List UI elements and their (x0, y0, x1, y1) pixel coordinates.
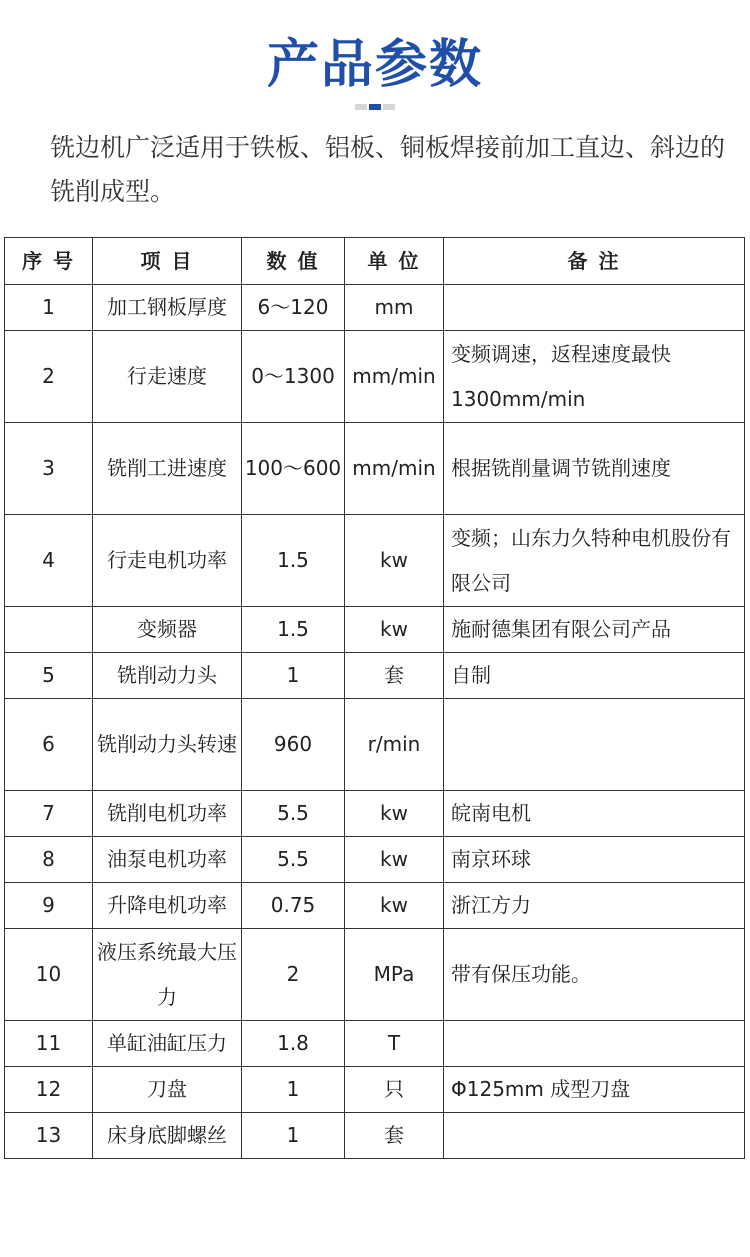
cell-no: 3 (5, 423, 93, 515)
cell-unit: kw (345, 515, 444, 607)
table-row (5, 929, 745, 1021)
header-item: 项 目 (93, 238, 242, 285)
table-row (5, 607, 745, 653)
divider-segment-center (369, 104, 381, 110)
cell-no: 4 (5, 515, 93, 607)
cell-unit: kw (345, 883, 444, 929)
cell-unit: mm/min (345, 331, 444, 423)
cell-item: 铣削动力头转速 (93, 699, 242, 791)
cell-note: 施耐德集团有限公司产品 (444, 607, 745, 653)
cell-unit: 套 (345, 653, 444, 699)
table-row (5, 331, 745, 423)
cell-item: 升降电机功率 (93, 883, 242, 929)
table-row (5, 1067, 745, 1113)
cell-note: 浙江方力 (444, 883, 745, 929)
table-row (5, 1021, 745, 1067)
cell-no: 6 (5, 699, 93, 791)
table-row (5, 515, 745, 607)
cell-value: 0～1300 (242, 331, 345, 423)
divider-segment-right (383, 104, 395, 110)
cell-item: 加工钢板厚度 (93, 285, 242, 331)
cell-value: 100～600 (242, 423, 345, 515)
cell-unit: 套 (345, 1113, 444, 1159)
cell-note (444, 285, 745, 331)
cell-unit: 只 (345, 1067, 444, 1113)
cell-item: 单缸油缸压力 (93, 1021, 242, 1067)
cell-unit: kw (345, 791, 444, 837)
cell-note: 根据铣削量调节铣削速度 (444, 423, 745, 515)
cell-no: 7 (5, 791, 93, 837)
intro-text: 铣边机广泛适用于铁板、铝板、铜板焊接前加工直边、斜边的铣削成型。 (50, 133, 726, 206)
table-row (5, 423, 745, 515)
cell-unit: mm/min (345, 423, 444, 515)
cell-value: 6～120 (242, 285, 345, 331)
cell-no: 1 (5, 285, 93, 331)
cell-item: 行走速度 (93, 331, 242, 423)
cell-unit: kw (345, 607, 444, 653)
cell-item: 行走电机功率 (93, 515, 242, 607)
cell-no: 2 (5, 331, 93, 423)
cell-item: 刀盘 (93, 1067, 242, 1113)
cell-no: 8 (5, 837, 93, 883)
cell-value: 0.75 (242, 883, 345, 929)
table-row (5, 285, 745, 331)
table-row (5, 699, 745, 791)
cell-note: Φ125mm 成型刀盘 (444, 1067, 745, 1113)
cell-item: 油泵电机功率 (93, 837, 242, 883)
cell-no: 13 (5, 1113, 93, 1159)
cell-note (444, 1113, 745, 1159)
cell-value: 1 (242, 653, 345, 699)
header-note: 备 注 (444, 238, 745, 285)
cell-note: 带有保压功能。 (444, 929, 745, 1021)
table-row (5, 791, 745, 837)
page-title: 产品参数 (266, 35, 483, 95)
cell-no: 10 (5, 929, 93, 1021)
parameter-table (4, 237, 745, 1159)
cell-unit: MPa (345, 929, 444, 1021)
cell-no: 12 (5, 1067, 93, 1113)
cell-value: 5.5 (242, 791, 345, 837)
cell-note (444, 1021, 745, 1067)
table-row (5, 1113, 745, 1159)
cell-item: 铣削动力头 (93, 653, 242, 699)
cell-no (5, 607, 93, 653)
cell-item: 铣削工进速度 (93, 423, 242, 515)
cell-value: 1.8 (242, 1021, 345, 1067)
cell-item: 床身底脚螺丝 (93, 1113, 242, 1159)
cell-value: 2 (242, 929, 345, 1021)
table-body (5, 285, 745, 1159)
cell-unit: T (345, 1021, 444, 1067)
cell-value: 1 (242, 1113, 345, 1159)
header-no: 序 号 (5, 238, 93, 285)
cell-value: 1 (242, 1067, 345, 1113)
cell-note: 变频；山东力久特种电机股份有限公司 (444, 515, 745, 607)
table-row (5, 837, 745, 883)
cell-unit: kw (345, 837, 444, 883)
cell-value: 1.5 (242, 607, 345, 653)
cell-note (444, 699, 745, 791)
divider-segment-left (355, 104, 367, 110)
cell-no: 9 (5, 883, 93, 929)
cell-value: 5.5 (242, 837, 345, 883)
cell-item: 液压系统最大压力 (93, 929, 242, 1021)
cell-unit: r/min (345, 699, 444, 791)
header-unit: 单 位 (345, 238, 444, 285)
cell-note: 南京环球 (444, 837, 745, 883)
table-row (5, 883, 745, 929)
cell-note: 自制 (444, 653, 745, 699)
header-value: 数 值 (242, 238, 345, 285)
cell-no: 5 (5, 653, 93, 699)
cell-item: 变频器 (93, 607, 242, 653)
cell-value: 1.5 (242, 515, 345, 607)
cell-note: 变频调速，返程速度最快1300mm/min (444, 331, 745, 423)
title-divider (355, 104, 395, 110)
cell-value: 960 (242, 699, 345, 791)
cell-item: 铣削电机功率 (93, 791, 242, 837)
table-row (5, 653, 745, 699)
cell-unit: mm (345, 285, 444, 331)
cell-note: 皖南电机 (444, 791, 745, 837)
cell-no: 11 (5, 1021, 93, 1067)
table-header-row (5, 238, 745, 285)
